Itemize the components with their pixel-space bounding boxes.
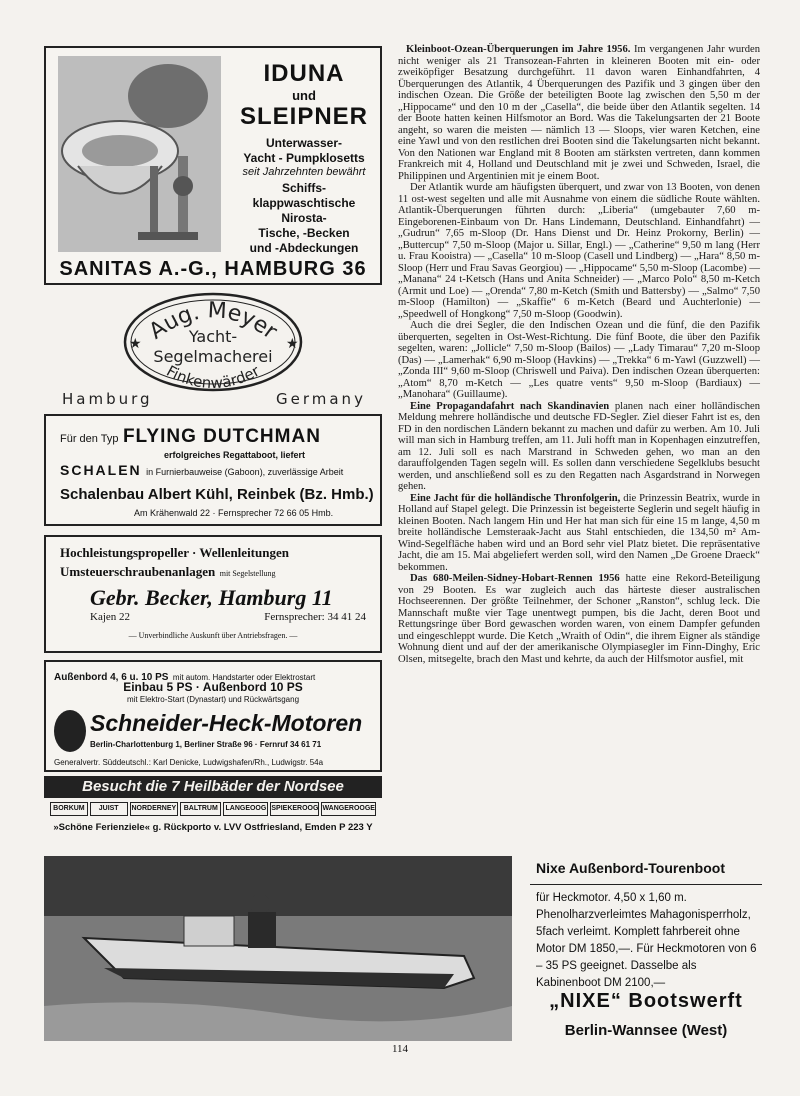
nixe-company: „NIXE“ Bootswerft bbox=[549, 990, 743, 1012]
island-langeoog: LANGEOOG bbox=[223, 802, 268, 816]
ad-schalenbau-kuehl bbox=[44, 414, 382, 526]
nordsee-title: Besucht die 7 Heilbäder der Nordsee bbox=[44, 776, 382, 798]
ad-nixe bbox=[530, 856, 762, 1056]
p5-text: die Prinzessin Beatrix, wurde in Holland auf Stapel gelegt. Die Prinzessin ist begeisterte Seglerin und segelt häufig in kleinen Booten. Nach langem Hin und Her hat man sich für eine 15 m lange, 4,50 m breite holländische Lemsteraak-Jacht aus Stahl entschieden, die 134,50 m² Am-Wind-Segelfläche haben wird und an Bord sehr viel Platz bietet. Die repräsentative Jacht, die am 15. Mai abgeliefert werden soll, wird den Namen „De Groene Draeck“ bekommen. bbox=[398, 492, 760, 573]
p6-text: hatte eine Rekord-Beteiligung von 29 Booten. Es war zugleich auch das härteste dieser australischen Hochseerennen. Der größte Teilnehmer, der Schoner „Ranston“, schlug leck. Die Mannschaft mußte vier Tage unentwegt pumpen, bis die Jacht, deren Boot und Rettungsringe über Bord gewaschen worden waren, von einem Dampfer gefunden und eingeschleppt wurde. Die Ketch „Wraith of Odin“, die ihrem Eigner als ständige Wohnung dient und auf der der amerikanische Olympiasegler im Finn-Dinghy, Eric Olsen, mitsegelte, brach den Mast und kehrte, da auch der Hilfsmotor ausfiel, mit bbox=[398, 573, 760, 665]
island-norderney: NORDERNEY bbox=[130, 802, 179, 816]
becker-address: Kajen 22 bbox=[90, 611, 131, 623]
brand-und: und bbox=[292, 88, 316, 103]
iduna-line1: Unterwasser- bbox=[265, 136, 343, 150]
nordsee-footer: »Schöne Ferienziele« g. Rückporto v. LVV Ostfriesland, Emden P 223 Y bbox=[53, 822, 373, 833]
island-baltrum: BALTRUM bbox=[180, 802, 221, 816]
kuehl-line2: erfolgreiches Regattaboot, liefert bbox=[164, 450, 306, 460]
brand-iduna: IDUNA bbox=[263, 60, 345, 87]
meyer-hamburg: Hamburg bbox=[62, 390, 153, 408]
page-number: 114 bbox=[391, 1043, 409, 1055]
island-wangerooge: WANGEROOGE bbox=[321, 802, 376, 816]
kuehl-schalen: SCHALEN bbox=[60, 462, 142, 478]
kuehl-title: FLYING DUTCHMAN bbox=[122, 426, 321, 447]
becker-phone: Fernsprecher: 34 41 24 bbox=[264, 611, 366, 623]
p4-title: Eine Propagandafahrt nach Skandinavien bbox=[410, 400, 610, 412]
toilet-photo bbox=[58, 56, 221, 252]
island-spiekeroog: SPIEKEROOG bbox=[270, 802, 319, 816]
p4-text: planen nach einer holländischen Meldung mehrere holländische und deutsche FD-Segler. Ziel dieser Fahrt ist es, den FD in den nordischen Ländern bekannt zu machen und dafür zu werben. Am 10. Juli will man sich in Hamburg treffen, am 11. Juli hofft man in Kopenhagen einzutreffen, am 12. Juli soll es nach Marstrand in Schweden gehen, wo man an den darauffolgenden Tagen segeln will. Es sollen dann verschiedene Segelklubs besucht werden, und anschließend soll es zu den Regatten nach Asgardstrand in Norwegen gehen. bbox=[398, 400, 760, 492]
meyer-arc-top: Aug. Meyer bbox=[144, 298, 282, 345]
becker-line2-small: mit Segelstellung bbox=[219, 569, 276, 578]
meyer-line1: Yacht- bbox=[188, 327, 238, 346]
iduna-line5: klappwaschtische bbox=[252, 196, 356, 210]
p3-text: Auch die drei Segler, die den Indischen Ozean und die fünf, die den Pazifik überquerten, segelten in Ost-West-Richtung. Die fünf Boote, die über den Pazifik segelten, waren: „Jollicle“ 7,50 m-Sloop (Bailos) — „Lady Timarau“ 7,20 m-Sloop (Das) — „Lamerhak“ 6,90 m-Sloop (Havkins) — „Trekka“ 6 m-Yawl (Guzzwell) — „Zonda III“ 9,60 m-Sloop (Chriswell und Paiva). Den indischen Ozean überquerten: „Atom“ 8,70 m-Ketch — „Les quatre vents“ 9,50 m-Sloop (Bardiaux) — „Manohara“ (Guillaume). bbox=[398, 320, 760, 400]
brand-sleipner: SLEIPNER bbox=[239, 103, 369, 130]
article-column bbox=[398, 44, 760, 665]
p1-text: Im vergangenen Jahr wurden nicht weniger als 21 Transozean-Fahrten in kleineren Booten mit ein- oder zweiköpfiger Besatzung durchgeführt. 11 davon waren Einhandfahrten, 4 Überquerungen des Atlantik, 4 Überquerungen des Pazifik und 3 gingen über den indischen Ozean. Die Größe der beteiligten Boote lag zwischen den 5,50 m der „Hippocame“ und den 10 m der „Casella“, die beide über den Atlantik segelten. 14 der Boote hatten keinen Hilfsmotor an Bord. Was die Takelungsarten der 21 Boote angeht, so waren die meisten — nämlich 13 — Sloops, vier waren Ketchen, eine eine Yawl und von den restlichen drei Booten sind die Takelungsarten nicht bekannt. Von den Nationen war England mit 8 Booten am stärksten vertreten, dann kommen Frankreich mit 4, Holland und Deutschland mit je zwei und Schweden, Israel, die Philippinen und Argentinien mit je einem Boot. bbox=[398, 44, 760, 182]
island-borkum: BORKUM bbox=[50, 802, 88, 816]
kuehl-address: Am Krähenwald 22 · Fernsprecher 72 66 05 Hmb. bbox=[134, 508, 334, 518]
kuehl-line3: in Furnierbauweise (Gaboon), zuverlässige Arbeit bbox=[146, 467, 344, 477]
ad-iduna-sleipner bbox=[44, 46, 382, 285]
nixe-title: Nixe Außenbord-Tourenboot bbox=[536, 860, 725, 876]
svg-text:★: ★ bbox=[129, 336, 142, 352]
schneider-logo: Schneider-Heck-Motoren bbox=[90, 710, 363, 736]
becker-note: — Unverbindliche Auskunft über Antriebsfragen. — bbox=[128, 631, 298, 640]
iduna-line3: seit Jahrzehnten bewährt bbox=[242, 166, 366, 178]
p2-text: Der Atlantik wurde am häufigsten überquert, und zwar von 13 Booten, von denen 11 ost-west segelten und alle mit Ausnahme von einem die südliche Route wählten. Atlantik-Überquerungen führten durch: „Liberia“ (umgebauter 7,60 m-Eingeborenen-Einbaum von Dr. Hans Lindemann, Deutschland. Einhandfahrt) — „Gudrun“ 7,65 m-Sloop (Dr. Hans Dienst und Dr. Heinz Prokorny, Berlin) — „Buttercup“ 7,50 m-Sloop (Major u. Sillar, Engl.) — „Catherine“ 9,50 m lang (Herr u. Frau Kooistra) — „Casella“ 10 m-Sloop (Casell und Lindberg) — „Hara“ 8,50 m-Sloop (Herr und Frau Savas Georgiou) — „Hippocame“ 5,50 m-Sloop (Lacombe) — „Manana“ 24 t-Ketsch (Hans und Anita Schneider) — „Marco Polo“ 8,50 m-Ketch (Armit und Loe) — „Orenda“ 7,80 m-Ketch (Smith und Battersby) — „Salmo“ 7,50 m-Sloop (Hamilton) — „Skaffie“ 6 m-Ketch (Beard und Auchterlonie) — „Speedwell of Hongkong“ 7,50 m-Sloop (Goodwin). bbox=[398, 182, 760, 320]
becker-line1: Hochleistungspropeller · Wellenleitungen bbox=[60, 545, 289, 560]
island-juist: JUIST bbox=[90, 802, 128, 816]
sanitas-footer: SANITAS A.-G., HAMBURG 36 bbox=[59, 258, 367, 280]
becker-line2: Umsteuerschraubenanlagen bbox=[60, 564, 216, 579]
ad-aug-meyer bbox=[44, 290, 382, 410]
nixe-city: Berlin-Wannsee (West) bbox=[564, 1022, 728, 1039]
p6-title: Das 680-Meilen-Sidney-Hobart-Rennen 1956 bbox=[410, 573, 620, 584]
p1-title: Kleinboot-Ozean-Überquerungen im Jahre 1956. bbox=[406, 44, 631, 55]
schneider-address: Berlin-Charlottenburg 1, Berliner Straße 96 · Fernruf 34 61 71 bbox=[90, 740, 322, 749]
boat-photo bbox=[44, 856, 512, 1041]
nixe-body: für Heckmotor. 4,50 x 1,60 m. Phenolharzverleimtes Mahagonisperrholz, 5fach verleimt. Komplett fahrbereit ohne Motor DM 1850,—. Für Heckmotoren von 6 – 35 PS geeignet. Dasselbe als Kabinenboot DM 2100,— bbox=[536, 892, 757, 989]
iduna-line4: Schiffs- bbox=[281, 181, 326, 195]
ad-gebr-becker bbox=[44, 535, 382, 653]
becker-company: Gebr. Becker, Hamburg 11 bbox=[90, 585, 333, 610]
p5-title: Eine Jacht für die holländische Thronfolgerin, bbox=[410, 492, 621, 504]
ad-nordsee bbox=[44, 776, 382, 838]
iduna-line7: Tische, -Becken bbox=[258, 226, 350, 240]
svg-text:★: ★ bbox=[286, 336, 299, 352]
iduna-line8: und -Abdeckungen bbox=[249, 241, 359, 255]
iduna-line2: Yacht - Pumpklosetts bbox=[243, 151, 365, 165]
kuehl-prefix: Für den Typ bbox=[60, 433, 119, 445]
schneider-line1: Außenbord 4, 6 u. 10 PS bbox=[54, 672, 169, 683]
schneider-line2: Einbau 5 PS · Außenbord 10 PS bbox=[123, 680, 303, 694]
schneider-line3: mit Elektro-Start (Dynastart) und Rückwärtsgang bbox=[126, 695, 300, 704]
schneider-line1-small: mit autom. Handstarter oder Elektrostart bbox=[172, 673, 316, 682]
ad-schneider-heck bbox=[44, 660, 382, 772]
meyer-germany: Germany bbox=[276, 390, 366, 408]
schneider-logo-mark bbox=[54, 710, 86, 752]
iduna-line6: Nirosta- bbox=[281, 211, 327, 225]
meyer-arc-bottom: Finkenwärder bbox=[163, 361, 263, 393]
kuehl-company: Schalenbau Albert Kühl, Reinbek (Bz. Hmb.) bbox=[60, 486, 374, 503]
svg-text:Finkenwärder bbox=[163, 361, 263, 392]
schneider-general: Generalvertr. Süddeutschl.: Karl Denicke, Ludwigshafen/Rh., Ludwigstr. 54a bbox=[54, 758, 324, 767]
meyer-line2: Segelmacherei bbox=[153, 347, 273, 366]
